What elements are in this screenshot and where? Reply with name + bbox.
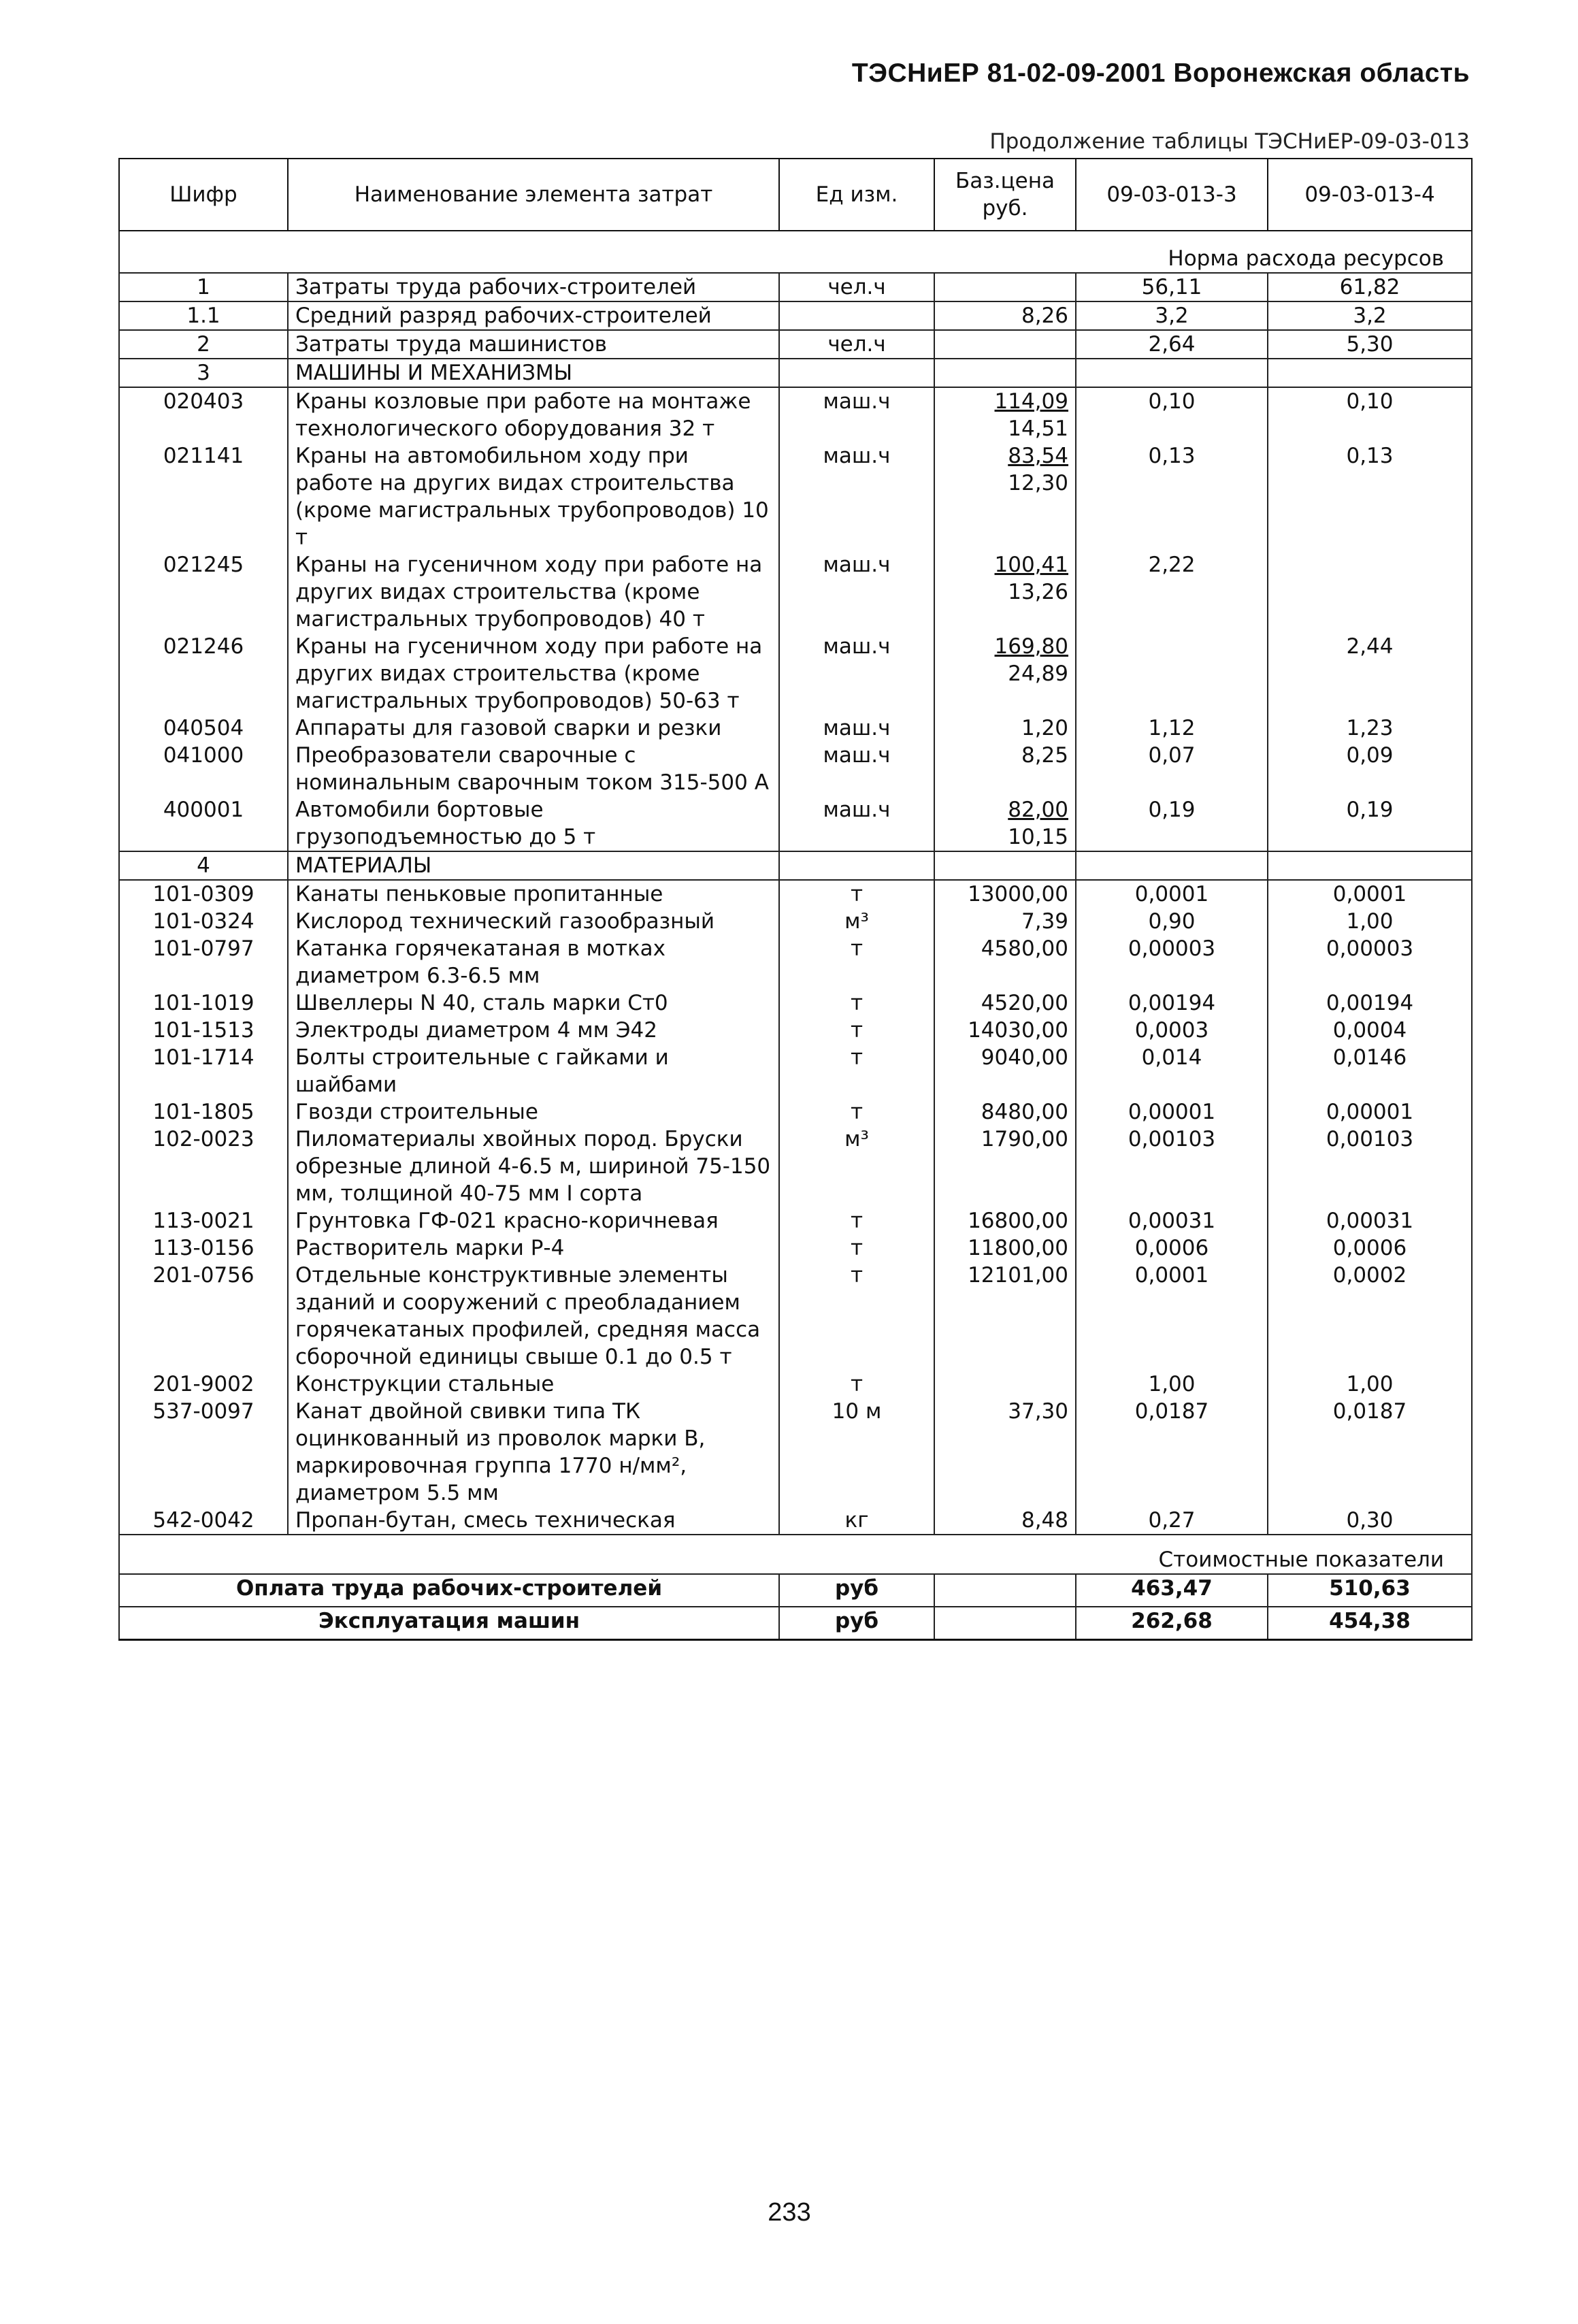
- row-unit: маш.ч: [779, 742, 934, 796]
- row-name: Пропан-бутан, смесь техническая: [288, 1507, 779, 1535]
- row-price: 7,39: [934, 908, 1076, 935]
- price-base: 169,80: [994, 634, 1068, 659]
- row-price: [934, 387, 1076, 442]
- row-rate-3: 0,19: [1076, 796, 1268, 851]
- machine-row: [119, 742, 1472, 796]
- row-code: 101-1805: [119, 1098, 288, 1126]
- row-rate-4: 0,0004: [1268, 1017, 1472, 1044]
- row-code: 1.1: [119, 301, 288, 330]
- row-code: 101-1513: [119, 1017, 288, 1044]
- row-price: [934, 796, 1076, 851]
- price-wage: 24,89: [1008, 661, 1068, 686]
- row-rate-3: 0,07: [1076, 742, 1268, 796]
- row-unit: чел.ч: [779, 273, 934, 301]
- row-name: Краны козловые при работе на монтаже технологического оборудования 32 т: [288, 387, 779, 442]
- row-name: Растворитель марки Р-4: [288, 1234, 779, 1262]
- row-unit: т: [779, 1017, 934, 1044]
- total-row: [119, 1607, 1472, 1640]
- row-code: 040504: [119, 715, 288, 742]
- row-code: 2: [119, 330, 288, 359]
- column-header-rate-3: 09-03-013-3: [1076, 159, 1268, 231]
- row-code: 102-0023: [119, 1126, 288, 1207]
- empty-cell: [779, 359, 934, 387]
- row-rate-3: 0,0006: [1076, 1234, 1268, 1262]
- row-rate-3: 0,014: [1076, 1044, 1268, 1098]
- material-row: [119, 1044, 1472, 1098]
- table-continuation-caption: Продолжение таблицы ТЭСНиЕР-09-03-013: [989, 129, 1470, 154]
- material-row: [119, 880, 1472, 908]
- table-header-row: [119, 159, 1472, 231]
- row-code: 101-1019: [119, 989, 288, 1017]
- row-rate-3: 3,2: [1076, 301, 1268, 330]
- page-number: 233: [768, 2198, 811, 2227]
- cost-label: Стоимостные показатели: [119, 1535, 1472, 1574]
- row-rate-4: [1268, 551, 1472, 633]
- row-rate-3: 0,27: [1076, 1507, 1268, 1535]
- row-name: Затраты труда машинистов: [288, 330, 779, 359]
- row-code: 101-0309: [119, 880, 288, 908]
- cost-label-row: [119, 1535, 1472, 1574]
- section-code: 4: [119, 851, 288, 880]
- row-price: 4580,00: [934, 935, 1076, 989]
- row-name: Отдельные конструктивные элементы зданий и сооружений с преобладанием горячекатаных профилей, средняя масса сборочной единицы свыше 0.1 до 0.5 т: [288, 1262, 779, 1371]
- column-header-code: Шифр: [119, 159, 288, 231]
- price-base: 1,20: [1021, 716, 1068, 740]
- row-unit: т: [779, 1044, 934, 1098]
- empty-cell: [934, 359, 1076, 387]
- row-rate-3: 0,13: [1076, 442, 1268, 551]
- row-price: 4520,00: [934, 989, 1076, 1017]
- row-unit: т: [779, 1207, 934, 1234]
- row-name: Преобразователи сварочные с номинальным сварочным током 315-500 А: [288, 742, 779, 796]
- empty-cell: [1268, 851, 1472, 880]
- row-name: Кислород технический газообразный: [288, 908, 779, 935]
- row-unit: т: [779, 1234, 934, 1262]
- price-base: 100,41: [994, 553, 1068, 577]
- price-base: 83,54: [1008, 444, 1068, 468]
- total-rate-3: 262,68: [1076, 1607, 1268, 1640]
- total-rate-4: 454,38: [1268, 1607, 1472, 1640]
- column-header-price: Баз.цена руб.: [934, 159, 1076, 231]
- row-rate-4: 0,10: [1268, 387, 1472, 442]
- material-row: [119, 1098, 1472, 1126]
- row-price: [934, 742, 1076, 796]
- row-rate-4: 0,00001: [1268, 1098, 1472, 1126]
- total-unit: руб: [779, 1574, 934, 1607]
- row-unit: кг: [779, 1507, 934, 1535]
- materials-section-row: [119, 851, 1472, 880]
- row-unit: т: [779, 1371, 934, 1398]
- row-price: [934, 442, 1076, 551]
- total-rate-4: 510,63: [1268, 1574, 1472, 1607]
- machine-row: [119, 796, 1472, 851]
- row-rate-3: 1,00: [1076, 1371, 1268, 1398]
- row-price: 16800,00: [934, 1207, 1076, 1234]
- row-rate-3: 0,90: [1076, 908, 1268, 935]
- row-price: [934, 330, 1076, 359]
- price-wage: 13,26: [1008, 580, 1068, 604]
- empty-cell: [1076, 851, 1268, 880]
- row-rate-3: 0,00031: [1076, 1207, 1268, 1234]
- row-rate-4: 1,00: [1268, 908, 1472, 935]
- norm-label: Норма расхода ресурсов: [119, 231, 1472, 273]
- row-code: 021141: [119, 442, 288, 551]
- row-price: 1790,00: [934, 1126, 1076, 1207]
- row-code: 201-9002: [119, 1371, 288, 1398]
- row-price: 12101,00: [934, 1262, 1076, 1371]
- machine-row: [119, 387, 1472, 442]
- row-code: 021246: [119, 633, 288, 715]
- row-rate-3: 0,10: [1076, 387, 1268, 442]
- row-unit: м³: [779, 908, 934, 935]
- row-name: Конструкции стальные: [288, 1371, 779, 1398]
- row-name: Гвозди строительные: [288, 1098, 779, 1126]
- row-unit: т: [779, 880, 934, 908]
- row-price: 13000,00: [934, 880, 1076, 908]
- empty-cell: [934, 851, 1076, 880]
- row-rate-3: 0,00003: [1076, 935, 1268, 989]
- row-rate-3: 2,64: [1076, 330, 1268, 359]
- row-code: 041000: [119, 742, 288, 796]
- row-name: Катанка горячекатаная в мотках диаметром 6.3-6.5 мм: [288, 935, 779, 989]
- row-rate-3: 0,00194: [1076, 989, 1268, 1017]
- row-name: Затраты труда рабочих-строителей: [288, 273, 779, 301]
- section-title: МАШИНЫ И МЕХАНИЗМЫ: [288, 359, 779, 387]
- row-price: 9040,00: [934, 1044, 1076, 1098]
- row-code: 201-0756: [119, 1262, 288, 1371]
- row-rate-4: 1,23: [1268, 715, 1472, 742]
- material-row: [119, 1507, 1472, 1535]
- row-name: Канаты пеньковые пропитанные: [288, 880, 779, 908]
- row-code: 1: [119, 273, 288, 301]
- row-code: 020403: [119, 387, 288, 442]
- row-code: 101-0797: [119, 935, 288, 989]
- row-code: 021245: [119, 551, 288, 633]
- row-unit: 10 м: [779, 1398, 934, 1507]
- material-row: [119, 908, 1472, 935]
- price-base: 114,09: [994, 389, 1068, 414]
- row-rate-4: 0,0002: [1268, 1262, 1472, 1371]
- row-rate-4: 0,0187: [1268, 1398, 1472, 1507]
- material-row: [119, 935, 1472, 989]
- price-wage: 14,51: [1008, 416, 1068, 441]
- row-price: 14030,00: [934, 1017, 1076, 1044]
- price-base: 8,25: [1021, 743, 1068, 768]
- row-unit: чел.ч: [779, 330, 934, 359]
- material-row: [119, 1126, 1472, 1207]
- row-rate-3: 0,0003: [1076, 1017, 1268, 1044]
- row-price: [934, 273, 1076, 301]
- row-price: 37,30: [934, 1398, 1076, 1507]
- total-unit: руб: [779, 1607, 934, 1640]
- row-name: Болты строительные с гайками и шайбами: [288, 1044, 779, 1098]
- total-label: Эксплуатация машин: [119, 1607, 779, 1640]
- machine-row: [119, 442, 1472, 551]
- machine-row: [119, 551, 1472, 633]
- price-wage: 12,30: [1008, 471, 1068, 495]
- row-rate-3: 0,00001: [1076, 1098, 1268, 1126]
- row-name: Грунтовка ГФ-021 красно-коричневая: [288, 1207, 779, 1234]
- row-unit: т: [779, 1262, 934, 1371]
- row-rate-3: 1,12: [1076, 715, 1268, 742]
- row-rate-4: 0,00003: [1268, 935, 1472, 989]
- row-unit: м³: [779, 1126, 934, 1207]
- row-rate-4: 0,00031: [1268, 1207, 1472, 1234]
- row-rate-4: 0,00103: [1268, 1126, 1472, 1207]
- row-price: 11800,00: [934, 1234, 1076, 1262]
- column-header-unit: Ед изм.: [779, 159, 934, 231]
- row-name: Электроды диаметром 4 мм Э42: [288, 1017, 779, 1044]
- empty-cell: [1076, 359, 1268, 387]
- machine-row: [119, 633, 1472, 715]
- row-rate-4: 61,82: [1268, 273, 1472, 301]
- row-price: 8,48: [934, 1507, 1076, 1535]
- price-wage: 10,15: [1008, 825, 1068, 849]
- total-rate-3: 463,47: [1076, 1574, 1268, 1607]
- resource-table: [118, 158, 1473, 1641]
- row-rate-3: 0,0001: [1076, 1262, 1268, 1371]
- row-rate-4: 0,0146: [1268, 1044, 1472, 1098]
- empty-cell: [934, 1607, 1076, 1640]
- total-label: Оплата труда рабочих-строителей: [119, 1574, 779, 1607]
- row-rate-4: 3,2: [1268, 301, 1472, 330]
- empty-cell: [779, 851, 934, 880]
- machine-row: [119, 715, 1472, 742]
- row-rate-4: 2,44: [1268, 633, 1472, 715]
- machines-section-row: [119, 359, 1472, 387]
- row-unit: маш.ч: [779, 715, 934, 742]
- row-rate-4: 0,0006: [1268, 1234, 1472, 1262]
- empty-cell: [934, 1574, 1076, 1607]
- row-price: 8480,00: [934, 1098, 1076, 1126]
- row-name: Швеллеры N 40, сталь марки Ст0: [288, 989, 779, 1017]
- row-price: [934, 715, 1076, 742]
- row-rate-3: 56,11: [1076, 273, 1268, 301]
- row-rate-4: 0,00194: [1268, 989, 1472, 1017]
- material-row: [119, 989, 1472, 1017]
- row-code: 400001: [119, 796, 288, 851]
- row-rate-4: 0,0001: [1268, 880, 1472, 908]
- row-name: Краны на гусеничном ходу при работе на других видах строительства (кроме магистральных трубопроводов) 40 т: [288, 551, 779, 633]
- column-header-name: Наименование элемента затрат: [288, 159, 779, 231]
- row-price: [934, 551, 1076, 633]
- labor-row: [119, 330, 1472, 359]
- empty-cell: [1268, 359, 1472, 387]
- row-price: 8,26: [934, 301, 1076, 330]
- row-code: 113-0021: [119, 1207, 288, 1234]
- row-rate-4: 0,09: [1268, 742, 1472, 796]
- row-rate-3: [1076, 633, 1268, 715]
- row-rate-3: 0,0187: [1076, 1398, 1268, 1507]
- row-price: [934, 1371, 1076, 1398]
- row-unit: маш.ч: [779, 551, 934, 633]
- row-code: 101-1714: [119, 1044, 288, 1098]
- row-unit: маш.ч: [779, 633, 934, 715]
- row-code: 537-0097: [119, 1398, 288, 1507]
- row-rate-4: 0,13: [1268, 442, 1472, 551]
- row-rate-4: 5,30: [1268, 330, 1472, 359]
- row-name: Автомобили бортовые грузоподъемностью до 5 т: [288, 796, 779, 851]
- row-name: Краны на автомобильном ходу при работе на других видах строительства (кроме магистральных трубопроводов) 10 т: [288, 442, 779, 551]
- row-code: 113-0156: [119, 1234, 288, 1262]
- total-row: [119, 1574, 1472, 1607]
- document-header: ТЭСНиЕР 81-02-09-2001 Воронежская область: [851, 59, 1470, 88]
- row-rate-3: 0,00103: [1076, 1126, 1268, 1207]
- row-price: [934, 633, 1076, 715]
- row-unit: маш.ч: [779, 796, 934, 851]
- row-unit: т: [779, 989, 934, 1017]
- material-row: [119, 1017, 1472, 1044]
- row-rate-4: 0,30: [1268, 1507, 1472, 1535]
- row-unit: [779, 301, 934, 330]
- labor-row: [119, 273, 1472, 301]
- row-unit: т: [779, 1098, 934, 1126]
- norm-label-row: [119, 231, 1472, 273]
- row-unit: маш.ч: [779, 442, 934, 551]
- material-row: [119, 1398, 1472, 1507]
- row-rate-4: 1,00: [1268, 1371, 1472, 1398]
- labor-row: [119, 301, 1472, 330]
- row-name: Средний разряд рабочих-строителей: [288, 301, 779, 330]
- material-row: [119, 1262, 1472, 1371]
- row-code: 101-0324: [119, 908, 288, 935]
- row-name: Аппараты для газовой сварки и резки: [288, 715, 779, 742]
- row-unit: маш.ч: [779, 387, 934, 442]
- column-header-rate-4: 09-03-013-4: [1268, 159, 1472, 231]
- row-rate-3: 0,0001: [1076, 880, 1268, 908]
- section-code: 3: [119, 359, 288, 387]
- row-name: Канат двойной свивки типа ТК оцинкованный из проволок марки В, маркировочная группа 1770 н/мм², диаметром 5.5 мм: [288, 1398, 779, 1507]
- material-row: [119, 1207, 1472, 1234]
- row-unit: т: [779, 935, 934, 989]
- section-title: МАТЕРИАЛЫ: [288, 851, 779, 880]
- row-name: Пиломатериалы хвойных пород. Бруски обрезные длиной 4-6.5 м, шириной 75-150 мм, толщиной 40-75 мм I сорта: [288, 1126, 779, 1207]
- material-row: [119, 1371, 1472, 1398]
- row-rate-3: 2,22: [1076, 551, 1268, 633]
- row-code: 542-0042: [119, 1507, 288, 1535]
- row-rate-4: 0,19: [1268, 796, 1472, 851]
- row-name: Краны на гусеничном ходу при работе на других видах строительства (кроме магистральных трубопроводов) 50-63 т: [288, 633, 779, 715]
- material-row: [119, 1234, 1472, 1262]
- price-base: 82,00: [1008, 798, 1068, 822]
